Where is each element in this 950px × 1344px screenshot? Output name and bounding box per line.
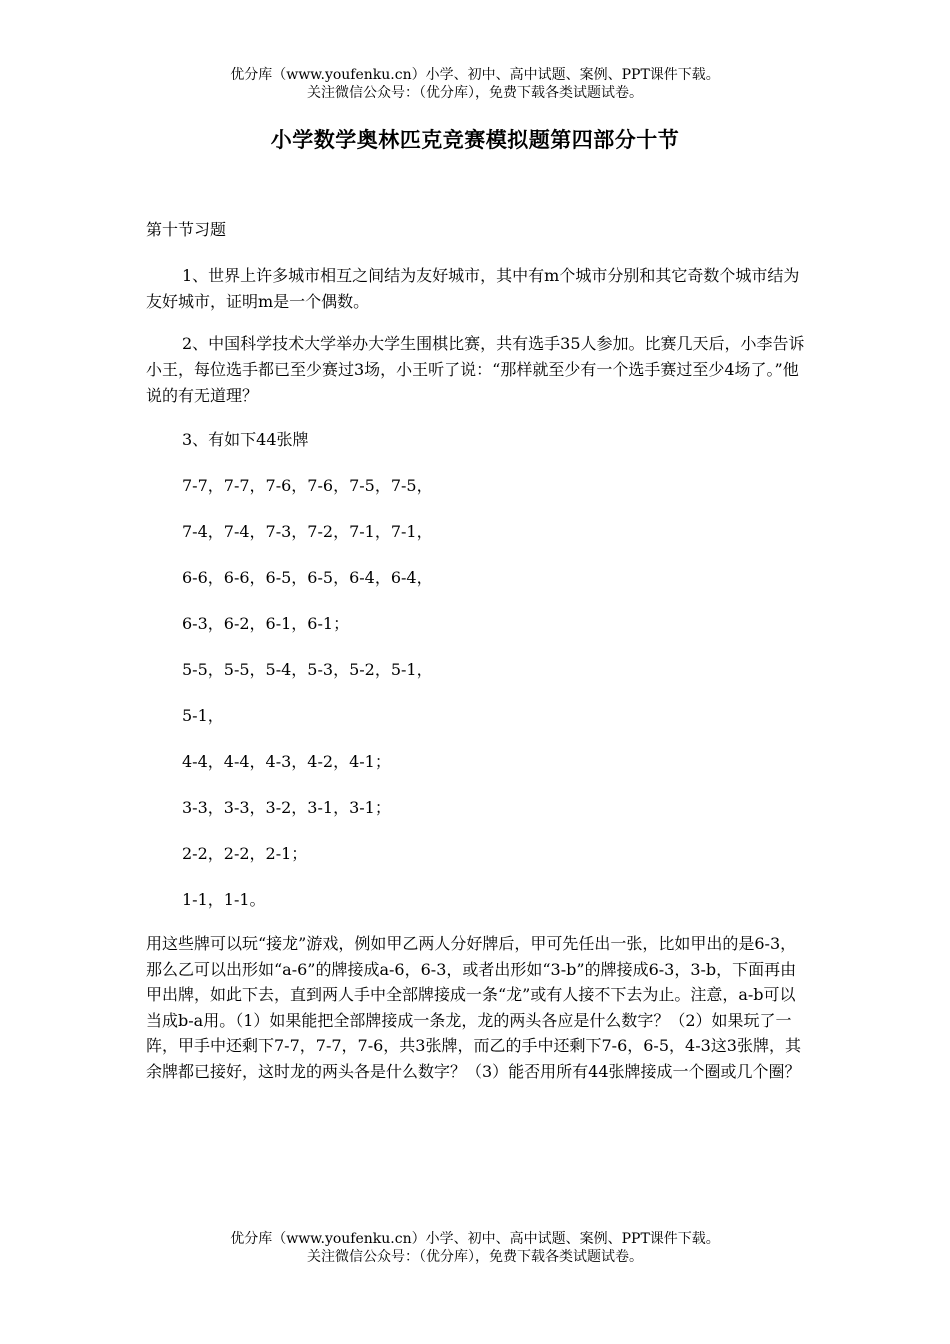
card-row: 6-3，6-2，6-1，6-1； [182, 614, 350, 633]
card-row: 6-6，6-6，6-5，6-5，6-4，6-4， [182, 568, 433, 587]
final-paragraph: 用这些牌可以玩“接龙”游戏，例如甲乙两人分好牌后，甲可先任出一张，比如甲出的是6-3，那么乙可以出形如“a-6”的牌接成a-6，6-3，或者出形如“3-b”的牌接成6-3，3-b，下面再由甲出牌，如此下去，直到两人手中全部牌接成一条“龙”或有人接不下去为止。注意，a-b可以当成b-a用。（1）如果能把全部牌接成一条龙，龙的两头各应是什么数字？（2）如果玩了一阵，甲手中还剩下7-7，7-7，7-6，共3张牌，而乙的手中还剩下7-6，6-5，4-3这3张牌，其余牌都已接好，这时龙的两头各是什么数字？（3）能否用所有44张牌接成一个圈或几个圈？ [146, 934, 801, 1081]
card-row: 7-4，7-4，7-3，7-2，7-1，7-1， [182, 522, 433, 541]
card-row: 3-3，3-3，3-2，3-1，3-1； [182, 798, 391, 817]
footer-line-1: 优分库（www.youfenku.cn）小学、初中、高中试题、案例、PPT课件下载。 [230, 1231, 720, 1247]
section-title: 第十节习题 [146, 220, 227, 239]
card-row: 7-7，7-7，7-6，7-6，7-5，7-5， [182, 476, 433, 495]
card-row: 5-1， [182, 706, 224, 725]
header-line-1: 优分库（www.youfenku.cn）小学、初中、高中试题、案例、PPT课件下载。 [230, 67, 720, 83]
problem-1: 1、世界上许多城市相互之间结为友好城市，其中有m个城市分别和其它奇数个城市结为友好城市，证明m是一个偶数。 [146, 266, 800, 311]
card-row: 1-1，1-1。 [182, 890, 266, 909]
card-row: 5-5，5-5，5-4，5-3，5-2，5-1， [182, 660, 433, 679]
document-body [146, 215, 806, 1084]
card-row: 2-2，2-2，2-1； [182, 844, 308, 863]
page-title: 小学数学奥林匹克竞赛模拟题第四部分十节 [270, 128, 680, 152]
card-row: 4-4，4-4，4-3，4-2，4-1； [182, 752, 391, 771]
header-line-2: 关注微信公众号：（优分库），免费下载各类试题试卷。 [307, 85, 643, 101]
footer-line-2: 关注微信公众号：（优分库），免费下载各类试题试卷。 [307, 1249, 643, 1265]
problem-2: 2、中国科学技术大学举办大学生围棋比赛，共有选手35人参加。比赛几天后，小李告诉小王，每位选手都已至少赛过3场，小王听了说：“那样就至少有一个选手赛过至少4场了。”他说的有无道理？ [146, 334, 805, 405]
page-header [0, 66, 950, 102]
problem-3-intro: 3、有如下44张牌 [182, 430, 309, 449]
page-footer [0, 1230, 950, 1266]
